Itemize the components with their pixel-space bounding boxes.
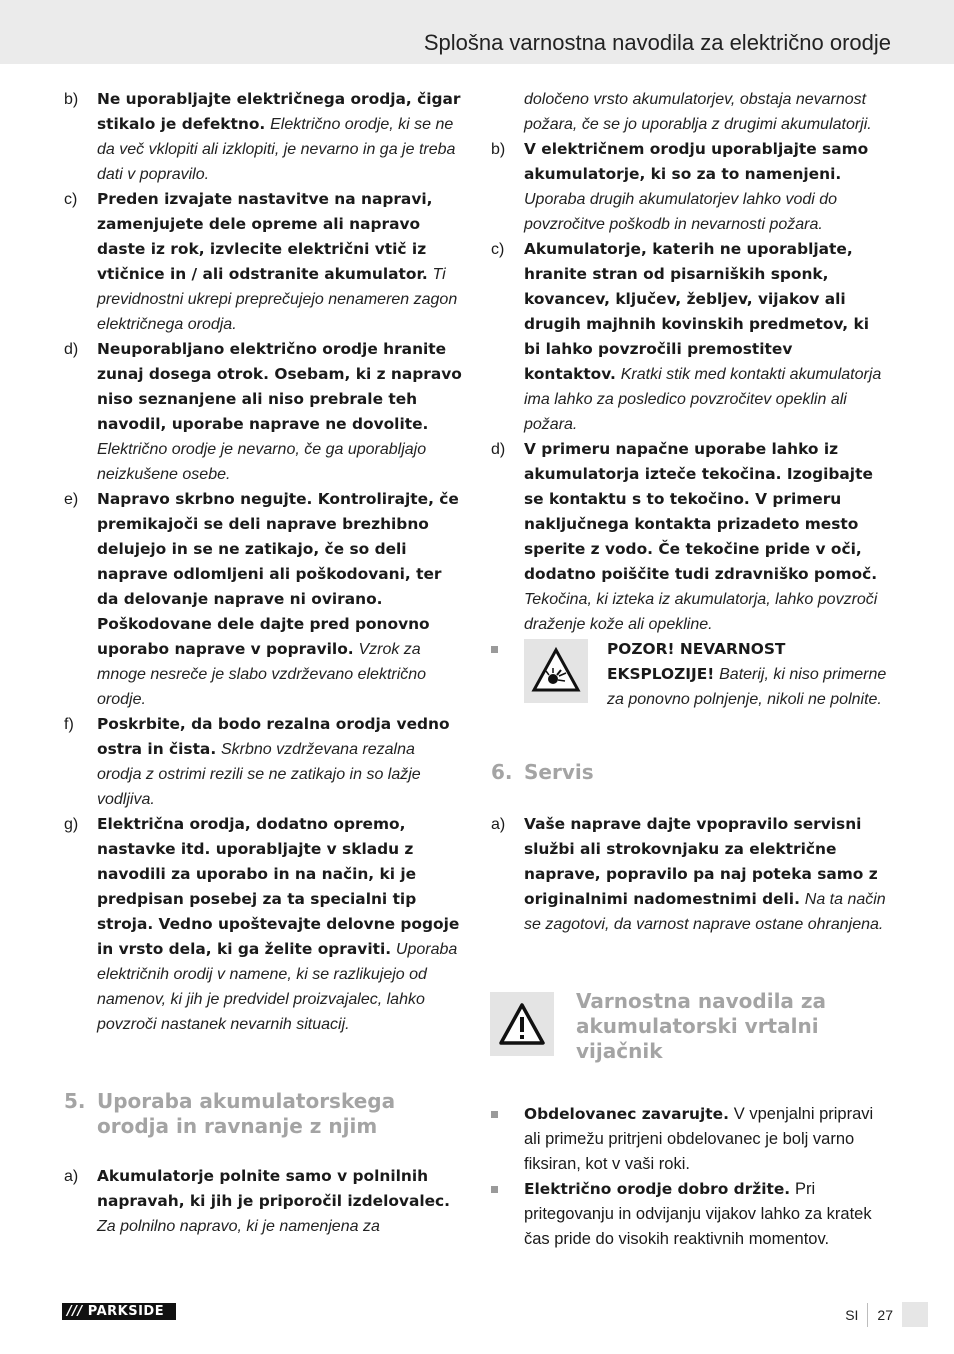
bullet-square xyxy=(491,646,498,653)
item-bold-text: Napravo skrbno negujte. Kontrolirajte, če premikajoči se deli naprave brezhibno delujejo in se ne zatikajo, če so deli naprave odlomljeni ali poškodovani, ter da delovanje naprave ni ovirano. Poškodovane dele dajte pred ponovno uporabo naprave v popravilo. xyxy=(97,490,459,658)
list-item xyxy=(62,812,462,1037)
explosion-warning-text xyxy=(607,637,892,712)
item-italic-text: Na ta način se zagotovi, da varnost naprave ostane ohranjena. xyxy=(524,891,886,933)
item-italic-text: Električno orodje je nevarno, če ga uporabljajo neizkušene osebe. xyxy=(97,441,427,483)
section-number: 6. xyxy=(491,760,513,784)
item-label: g) xyxy=(64,816,79,833)
warning-italic-text: Baterij, ki niso primerne za ponovno polnjenje, nikoli ne polnite. xyxy=(607,666,887,708)
warning-bold-text: POZOR! NEVARNOST EKSPLOZIJE! xyxy=(607,640,786,683)
item-italic-text: Vzrok za mnoge nesreče je slabo vzdrževano električno orodje. xyxy=(97,641,427,708)
item-bold-text: V električnem orodju uporabljajte samo akumulatorje, ki so za to namenjeni. xyxy=(524,140,869,183)
item-bold-text: Obdelovanec zavarujte. xyxy=(524,1105,729,1123)
item-italic-text: Uporaba električnih orodij v namene, ki se razlikujejo od namenov, ki jih je predvidel proizvajalec, lahko povzroči nastanek nevarnih situacij. xyxy=(97,941,458,1033)
right-column xyxy=(489,87,889,1252)
warning-triangle-icon xyxy=(490,992,554,1056)
page-number: 27 xyxy=(877,1306,893,1323)
item-label: c) xyxy=(64,191,78,208)
item-bold-text: Ne uporabljajte električnega orodja, čigar stikalo je defektno. xyxy=(97,90,461,133)
explosion-icon xyxy=(524,639,588,703)
item-label: f) xyxy=(64,716,74,733)
section-number: 5. xyxy=(64,1089,86,1113)
list-item xyxy=(62,187,462,337)
list-item xyxy=(489,137,889,237)
bullet-square xyxy=(491,1111,498,1118)
page-footer xyxy=(845,1302,928,1327)
item-bold-text: Preden izvajate nastavitve na napravi, zamenjujete dele opreme ali napravo daste iz rok, izvlecite električni vtič iz vtičnice in / ali odstranite akumulator. xyxy=(97,190,433,283)
parkside-logo xyxy=(62,1303,176,1320)
item-italic-text: Električno orodje, ki se ne da več vklopiti ali izklopiti, je nevarno in ga je treba dati v popravilo. xyxy=(97,116,456,183)
list-item xyxy=(62,487,462,712)
item-bold-text: V primeru napačne uporabe lahko iz akumulatorja izteče tekočina. Izogibajte se kontaktu s to tekočino. V primeru naključnega kontakta prizadeto mesto sperite z vodo. Če tekočine pride v oči, dodatno poiščite tudi zdravniško pomoč. xyxy=(524,440,878,583)
item-label: a) xyxy=(491,816,506,833)
drill-section-heading xyxy=(489,989,889,1063)
item-bold-text: Električna orodja, dodatno opremo, nastavke itd. uporabljajte v skladu z navodili za uporabo in na način, ki je predpisan posebej za ta specialni tip stroja. Vedno upoštevajte delovne pogoje in vrsto dela, ki ga želite opraviti. xyxy=(97,815,460,958)
list-item xyxy=(489,437,889,637)
list-item-continuation xyxy=(489,87,889,137)
section-title-line: Uporaba akumulatorskega xyxy=(97,1089,396,1113)
drill-section-title xyxy=(576,989,896,1064)
item-bold-text: Poskrbite, da bodo rezalna orodja vedno ostra in čista. xyxy=(97,715,450,758)
item-italic-text: Kratki stik med kontakti akumulatorja ima lahko za posledico povzročitev opeklin ali požara. xyxy=(524,366,882,433)
left-column xyxy=(62,87,462,1239)
section-title-line: Servis xyxy=(524,760,594,784)
logo-slashes: /// xyxy=(67,1304,83,1319)
item-label: e) xyxy=(64,491,79,508)
list-item xyxy=(62,337,462,487)
item-normal-text: Pri pritegovanju in odvijanju vijakov lahko za kratek čas pride do visokih reaktivnih momentov. xyxy=(524,1180,872,1248)
item-bold-text: Neuporabljano električno orodje hranite zunaj dosega otrok. Osebam, ki z napravo niso seznanjene ali niso prebrale teh navodil, uporabe naprave ne dovolite. xyxy=(97,340,462,433)
list-item xyxy=(62,87,462,187)
item-normal-text: V vpenjalni pripravi ali primežu pritrjeni obdelovanec je bolj varno fiksiran, kot v vaši roki. xyxy=(524,1105,874,1173)
page-header xyxy=(0,0,954,64)
section-title-line: vijačnik xyxy=(576,1039,663,1063)
item-label: b) xyxy=(491,141,506,158)
footer-divider xyxy=(867,1303,868,1327)
language-code: SI xyxy=(845,1306,859,1323)
page-tab-box xyxy=(902,1302,928,1327)
bullet-square xyxy=(491,1186,498,1193)
item-italic-text: Ti previdnostni ukrepi preprečujejo nenameren zagon električnega orodja. xyxy=(97,266,458,333)
item-bold-text: Električno orodje dobro držite. xyxy=(524,1180,791,1198)
section-title-line: Varnostna navodila za xyxy=(576,989,827,1013)
list-item xyxy=(62,1164,462,1239)
item-italic-text: Tekočina, ki izteka iz akumulatorja, lahko povzroči draženje kože ali opekline. xyxy=(524,591,878,633)
item-label: d) xyxy=(64,341,79,358)
item-label: a) xyxy=(64,1168,79,1185)
item-label: b) xyxy=(64,91,79,108)
item-bold-text: Vaše naprave dajte vpopravilo servisni službi ali strokovnjaku za električne naprave, popravilo pa naj poteka samo z originalnimi nadomestnimi deli. xyxy=(524,815,878,908)
list-item xyxy=(489,237,889,437)
item-label: d) xyxy=(491,441,506,458)
item-label: c) xyxy=(491,241,505,258)
explosion-warning-block xyxy=(489,637,889,712)
bullet-item xyxy=(489,1177,889,1252)
item-italic-text: Skrbno vzdrževana rezalna orodja z ostrimi rezili se ne zatikajo in so lažje vodljiva. xyxy=(97,741,421,808)
section-title-line: akumulatorski vrtalni xyxy=(576,1014,819,1038)
page-title: Splošna varnostna navodila za električno orodje xyxy=(423,30,891,55)
item-italic-text: določeno vrsto akumulatorjev, obstaja nevarnost požara, če se jo uporablja z drugimi akumulatorji. xyxy=(524,91,872,133)
item-italic-text: Za polnilno napravo, ki je namenjena za xyxy=(97,1218,380,1235)
logo-text: PARKSIDE xyxy=(87,1304,165,1319)
list-item xyxy=(489,812,889,937)
list-item xyxy=(62,712,462,812)
item-bold-text: Akumulatorje, katerih ne uporabljate, hranite stran od pisarniških sponk, kovancev, ključev, žebljev, vijakov ali drugih majhnih kovinskih predmetov, ki bi lahko povzročili premostitev kontaktov. xyxy=(524,240,869,383)
bullet-item xyxy=(489,1102,889,1177)
item-bold-text: Akumulatorje polnite samo v polnilnih napravah, ki jih je priporočil izdelovalec. xyxy=(97,1167,451,1210)
item-italic-text: Uporaba drugih akumulatorjev lahko vodi do povzročitve poškodb in nevarnosti požara. xyxy=(524,191,838,233)
section-heading-5 xyxy=(62,1089,462,1139)
section-heading-6 xyxy=(489,760,889,785)
section-title-line: orodja in ravnanje z njim xyxy=(97,1114,378,1138)
